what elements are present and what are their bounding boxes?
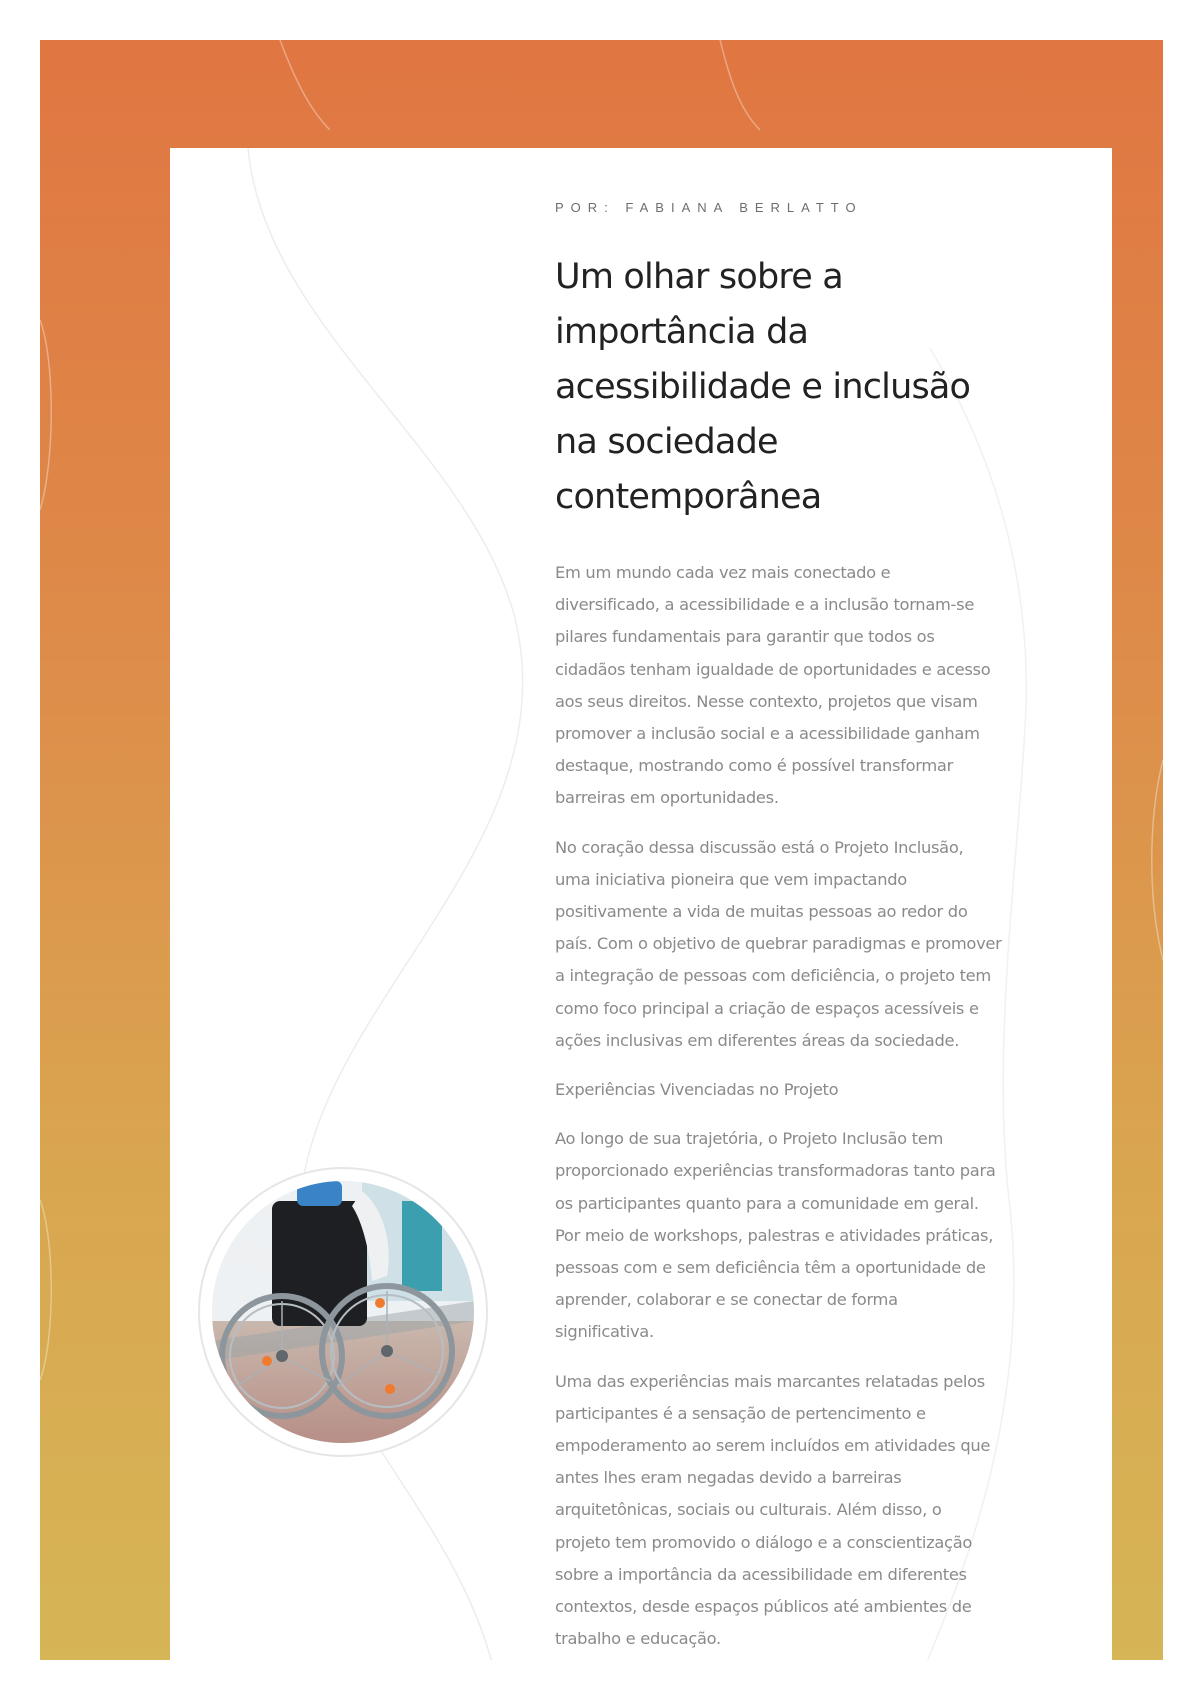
text-line: aos seus direitos. Nesse contexto, projetos que visam — [555, 691, 978, 711]
text-line: ações inclusivas em diferentes áreas da sociedade. — [555, 1030, 960, 1050]
text-line: Uma das experiências mais marcantes relatadas pelos — [555, 1371, 985, 1391]
paragraph-experiences — [555, 1123, 1015, 1348]
text-line: pilares fundamentais para garantir que todos os — [555, 627, 935, 647]
text-line: contextos, desde espaços públicos até ambientes de — [555, 1597, 972, 1617]
text-line: positivamente a vida de muitas pessoas ao redor do — [555, 902, 968, 922]
text-line: diversificado, a acessibilidade e a inclusão tornam-se — [555, 595, 975, 615]
text-line: Em um mundo cada vez mais conectado e — [555, 563, 891, 582]
article-title — [555, 250, 1015, 525]
wheelchair-illustration — [212, 1181, 474, 1443]
text-line: proporcionado experiências transformadoras tanto para — [555, 1161, 996, 1181]
text-line: empoderamento ao serem incluídos em atividades que — [555, 1436, 991, 1456]
text-line: arquitetônicas, sociais ou culturais. Além disso, o — [555, 1500, 942, 1520]
text-line: promover a inclusão social e a acessibilidade ganham — [555, 724, 980, 744]
text-line: Ao longo de sua trajetória, o Projeto Inclusão tem — [555, 1129, 944, 1149]
title-line: Um olhar sobre a — [555, 257, 843, 297]
text-line: sobre a importância da acessibilidade em diferentes — [555, 1564, 967, 1584]
text-line: projeto tem promovido o diálogo e a conscientização — [555, 1532, 973, 1552]
title-line: importância da — [555, 312, 809, 352]
text-line: a integração de pessoas com deficiência, o projeto tem — [555, 966, 991, 986]
wheelchair-photo-frame — [198, 1167, 488, 1457]
text-line: cidadãos tenham igualdade de oportunidades e acesso — [555, 659, 991, 679]
text-line: trabalho e educação. — [555, 1629, 721, 1649]
article-body — [555, 557, 1015, 1673]
paragraph-project — [555, 832, 1015, 1057]
paragraph-intro — [555, 557, 1015, 815]
title-line: contemporânea — [555, 477, 822, 517]
text-line: pessoas com e sem deficiência têm a oportunidade de — [555, 1258, 986, 1278]
text-line: país. Com o objetivo de quebrar paradigmas e promover — [555, 934, 1002, 954]
paragraph-belonging — [555, 1366, 1015, 1656]
text-line: Por meio de workshops, palestras e atividades práticas, — [555, 1225, 994, 1245]
text-line: aprender, colaborar e se conectar de forma — [555, 1290, 898, 1310]
text-line: uma iniciativa pioneira que vem impactando — [555, 869, 907, 889]
wheelchair-photo — [212, 1181, 474, 1443]
text-line: barreiras em oportunidades. — [555, 788, 779, 808]
text-line: antes lhes eram negadas devido a barreiras — [555, 1468, 902, 1488]
text-line: participantes é a sensação de pertencimento e — [555, 1403, 926, 1423]
title-line: na sociedade — [555, 422, 778, 462]
text-line: destaque, mostrando como é possível transformar — [555, 756, 953, 776]
section-subheading — [555, 1074, 1015, 1106]
title-line: acessibilidade e inclusão — [555, 367, 971, 407]
text-line: significativa. — [555, 1322, 654, 1342]
text-line: Experiências Vivenciadas no Projeto — [555, 1080, 839, 1100]
text-line: os participantes quanto para a comunidade em geral. — [555, 1193, 979, 1213]
article-byline: POR: FABIANA BERLATTO — [555, 200, 863, 215]
text-line: como foco principal a criação de espaços acessíveis e — [555, 998, 979, 1018]
text-line: No coração dessa discussão está o Projeto Inclusão, — [555, 837, 964, 857]
